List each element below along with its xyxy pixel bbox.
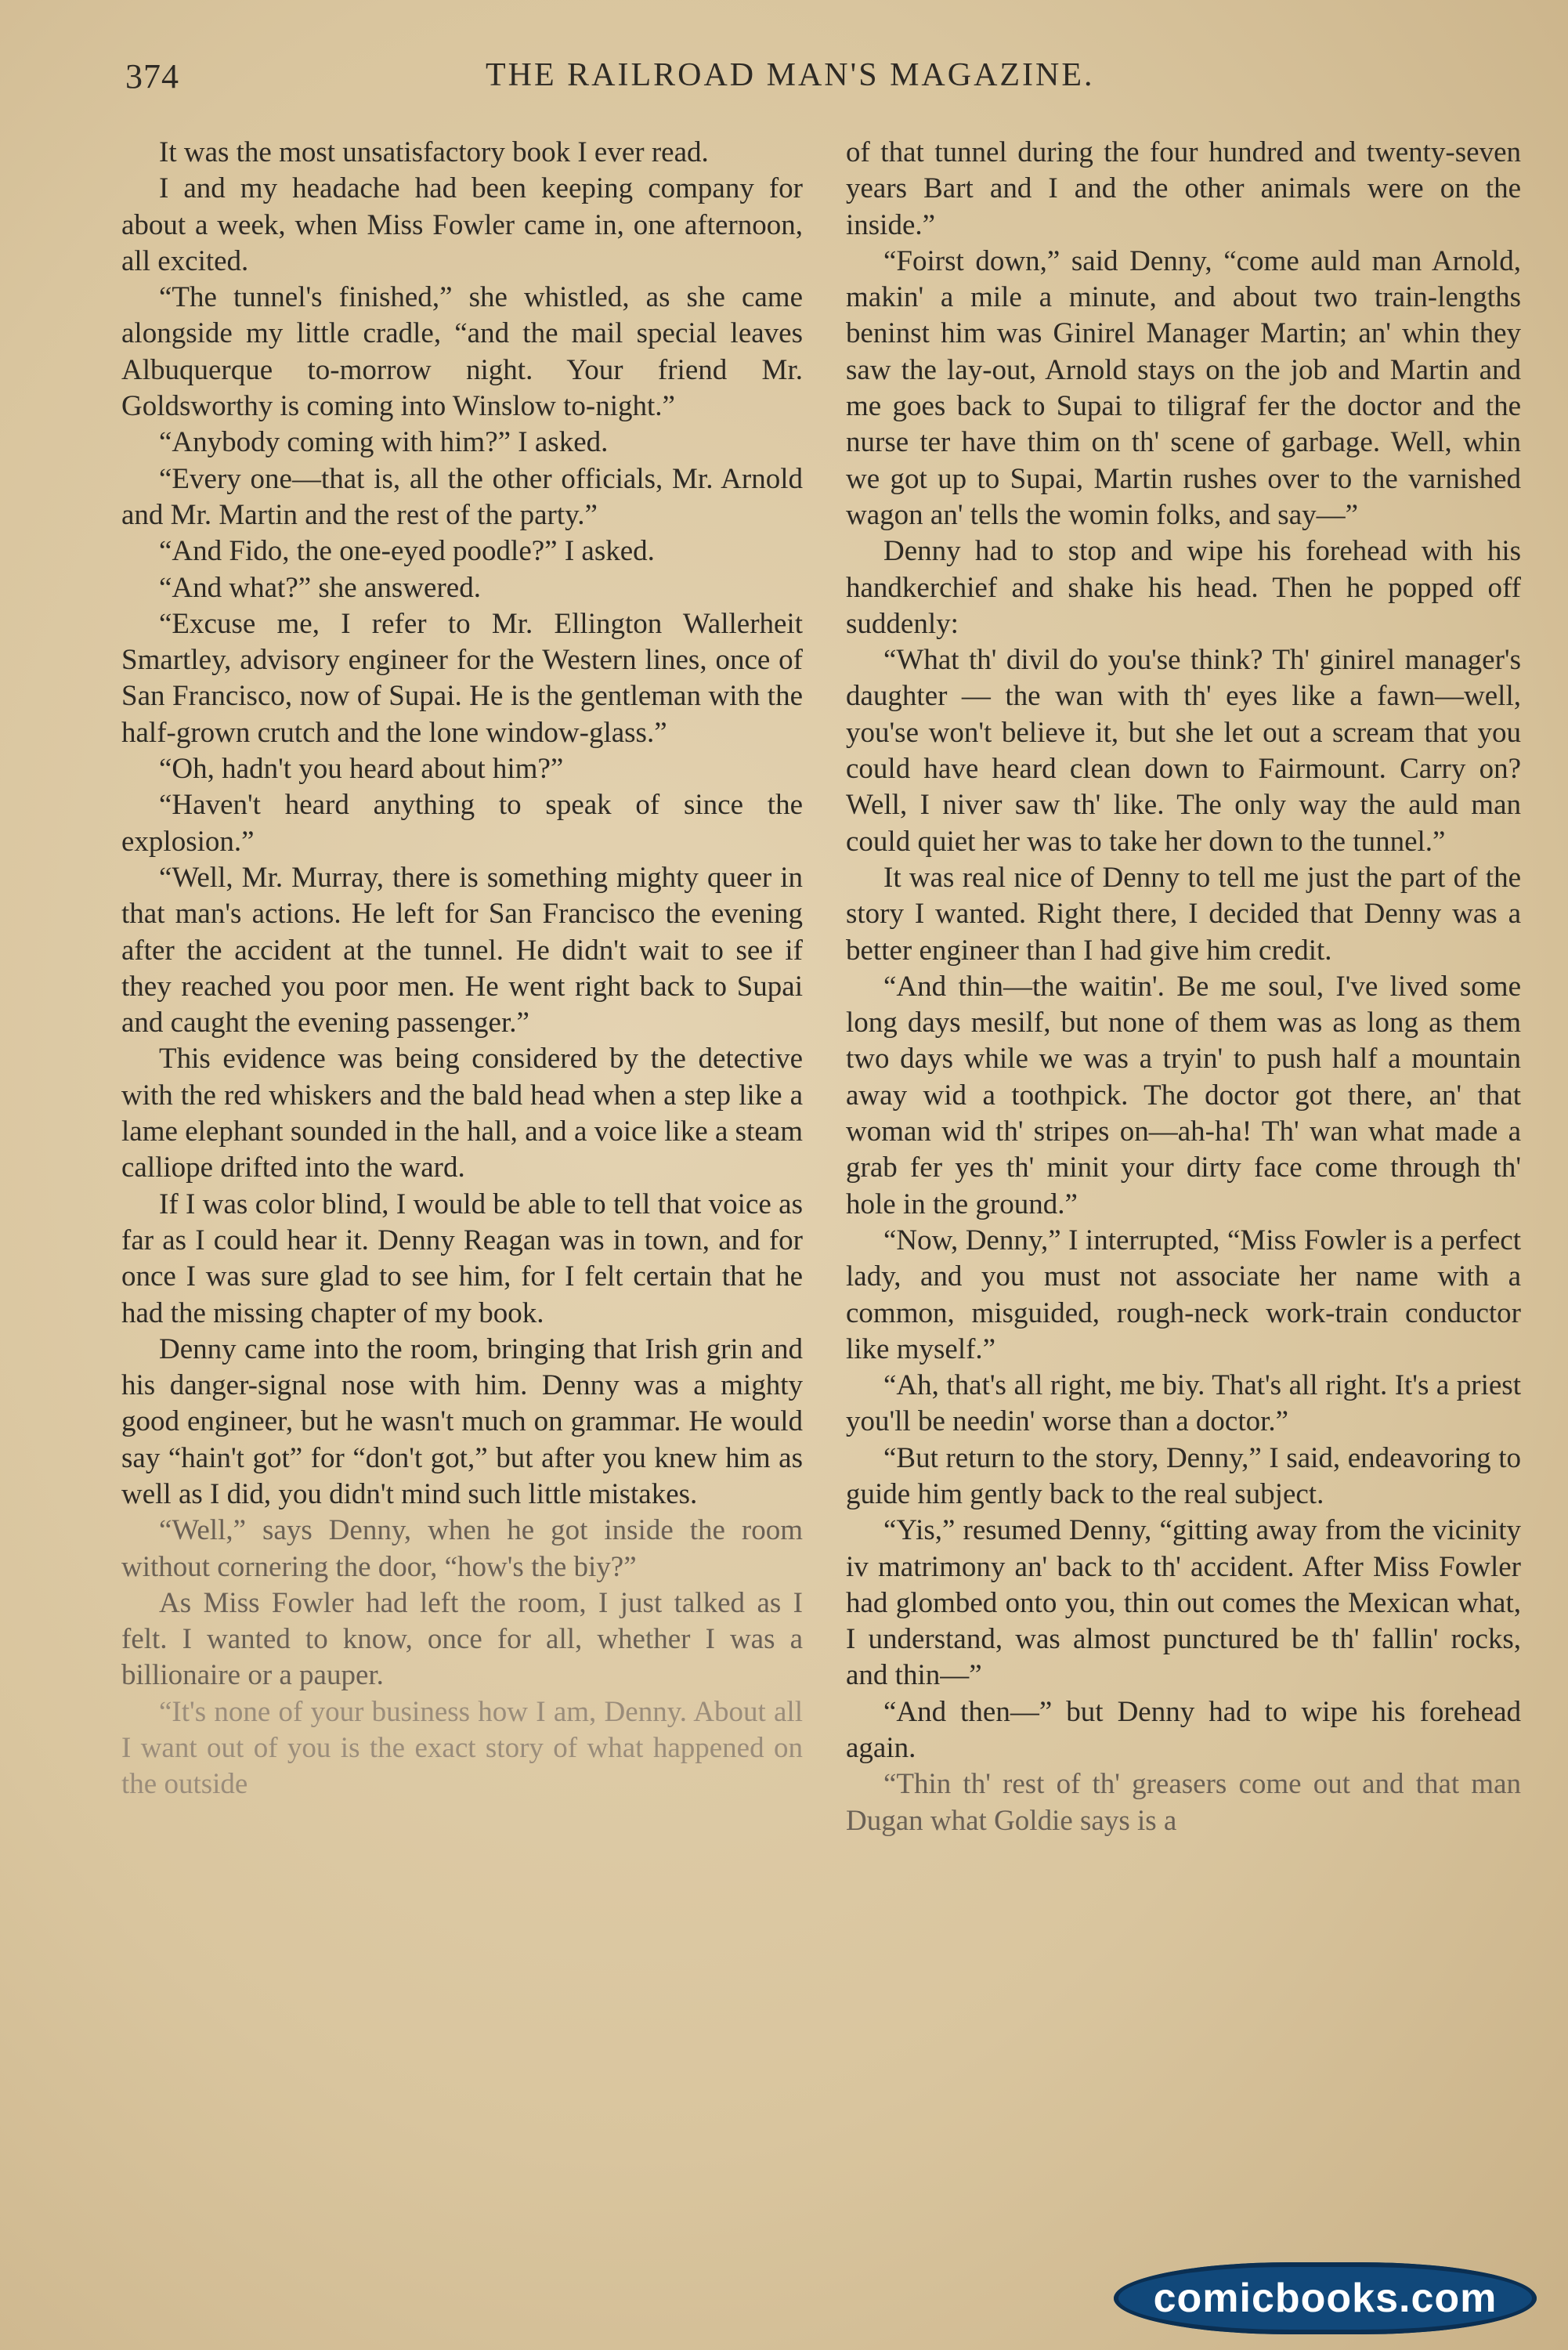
paragraph: “And what?” she answered. xyxy=(159,571,481,604)
watermark-text: comicbooks.com xyxy=(1153,2276,1498,2321)
paragraph: “Foirst down,” said Denny, “come auld man Arnold, makin' a mile a minute, and about two train-lengths beninst him was Ginirel Manager Martin; an' whin they saw the lay-out, Arnold stays on the job and Martin and me goes back to Supai to tiligraf fer the doctor and the nurse ter have thim on th' scene of garbage. Well, whin we got up to Supai, Martin rushes over to the varnished wagon an' tells the womin folks, and say—” xyxy=(846,244,1521,531)
paragraph: Denny had to stop and wipe his forehead with his handkerchief and shake his head. Then he popped off suddenly: xyxy=(846,535,1521,640)
paragraph: This evidence was being considered by the detective with the red whiskers and the bald head when a step like a lame elephant sounded in the hall, and a voice like a steam calliope drifted into the ward. xyxy=(121,1043,803,1184)
paragraph: “Every one—that is, all the other officials, Mr. Arnold and Mr. Martin and the rest of the party.” xyxy=(121,462,803,531)
paragraph: of that tunnel during the four hundred and twenty-seven years Bart and I and the other animals were on the inside.” xyxy=(846,136,1521,241)
right-column xyxy=(846,135,1521,1839)
watermark-logo xyxy=(1114,2262,1537,2334)
paragraph: It was the most unsatisfactory book I ever read. xyxy=(159,136,709,168)
paragraph: “Anybody coming with him?” I asked. xyxy=(159,426,609,459)
paragraph: “Now, Denny,” I interrupted, “Miss Fowler is a perfect lady, and you must not associate her name with a common, misguided, rough-neck work-train conductor like myself.” xyxy=(846,1224,1521,1365)
paragraph: “Yis,” resumed Denny, “gitting away from the vicinity iv matrimony an' back to th' accident. After Miss Fowler had glombed onto you, thin out comes the Mexican what, I understand, was almost punctured be th' fallin' rocks, and thin—” xyxy=(846,1514,1521,1692)
paragraph: I and my headache had been keeping company for about a week, when Miss Fowler came in, one afternoon, all excited. xyxy=(121,172,803,277)
paragraph: “Oh, hadn't you heard about him?” xyxy=(159,753,564,786)
paragraph: It was real nice of Denny to tell me just the part of the story I wanted. Right there, I decided that Denny was a better engineer than I had give him credit. xyxy=(846,861,1521,967)
page-header xyxy=(117,50,1527,105)
page-number: 374 xyxy=(125,57,179,96)
running-title: THE RAILROAD MAN'S MAGAZINE. xyxy=(486,57,1095,93)
paragraph: “Thin th' rest of th' greasers come out and that man Dugan what Goldie says is a xyxy=(846,1768,1521,1837)
paragraph: “Excuse me, I refer to Mr. Ellington Wallerheit Smartley, advisory engineer for the Western lines, once of San Francisco, now of Supai. He is the gentleman with the half-grown crutch and the lone window-glass.” xyxy=(121,607,803,749)
paragraph: “Well,” says Denny, when he got inside the room without cornering the door, “how's the biy?” xyxy=(121,1514,803,1583)
paragraph: Denny came into the room, bringing that Irish grin and his danger-signal nose with him. Denny was a mighty good engineer, but he wasn't much on grammar. He would say “hain't got” for “don't got,” but after you knew him as well as I did, you didn't mind such little mistakes. xyxy=(121,1332,803,1510)
paragraph: “And Fido, the one-eyed poodle?” I asked. xyxy=(159,535,655,568)
paragraph: If I was color blind, I would be able to tell that voice as far as I could hear it. Denny Reagan was in town, and for once I was sure glad to see him, for I felt certain that he had the missing chapter of my book. xyxy=(121,1188,803,1329)
paragraph: “And thin—the waitin'. Be me soul, I've lived some long days mesilf, but none of them was as long as them two days while we was a tryin' to push half a mountain away wid a toothpick. The doctor got there, an' that woman wid th' stripes on—ah-ha! Th' wan what made a grab fer yes th' minit your dirty face come through th' hole in the ground.” xyxy=(846,970,1521,1220)
paragraph: “The tunnel's finished,” she whistled, as she came alongside my little cradle, “and the mail special leaves Albuquerque to-morrow night. Your friend Mr. Goldsworthy is coming into Winslow to-night.” xyxy=(121,281,803,423)
paragraph: “What th' divil do you'se think? Th' ginirel manager's daughter — the wan with th' eyes like a fawn—well, you'se won't believe it, but she let out a scream that you could have heard clean down to Fairmount. Carry on? Well, I niver saw th' like. The only way the auld man could quiet her was to take her down to the tunnel.” xyxy=(846,644,1521,858)
left-column xyxy=(121,135,803,1803)
paragraph: “Well, Mr. Murray, there is something mighty queer in that man's actions. He left for San Francisco the evening after the accident at the tunnel. He didn't wait to see if they reached you poor men. He went right back to Supai and caught the evening passenger.” xyxy=(121,861,803,1039)
paragraph: “Ah, that's all right, me biy. That's all right. It's a priest you'll be needin' worse than a doctor.” xyxy=(846,1369,1521,1438)
paragraph: “Haven't heard anything to speak of since the explosion.” xyxy=(121,789,803,858)
paragraph: “But return to the story, Denny,” I said, endeavoring to guide him gently back to the real subject. xyxy=(846,1441,1521,1510)
paragraph: As Miss Fowler had left the room, I just talked as I felt. I wanted to know, once for all, whether I was a billionaire or a pauper. xyxy=(121,1586,803,1692)
paragraph: “And then—” but Denny had to wipe his forehead again. xyxy=(846,1695,1521,1765)
paragraph: “It's none of your business how I am, Denny. About all I want out of you is the exact story of what happened on the outside xyxy=(121,1695,803,1801)
